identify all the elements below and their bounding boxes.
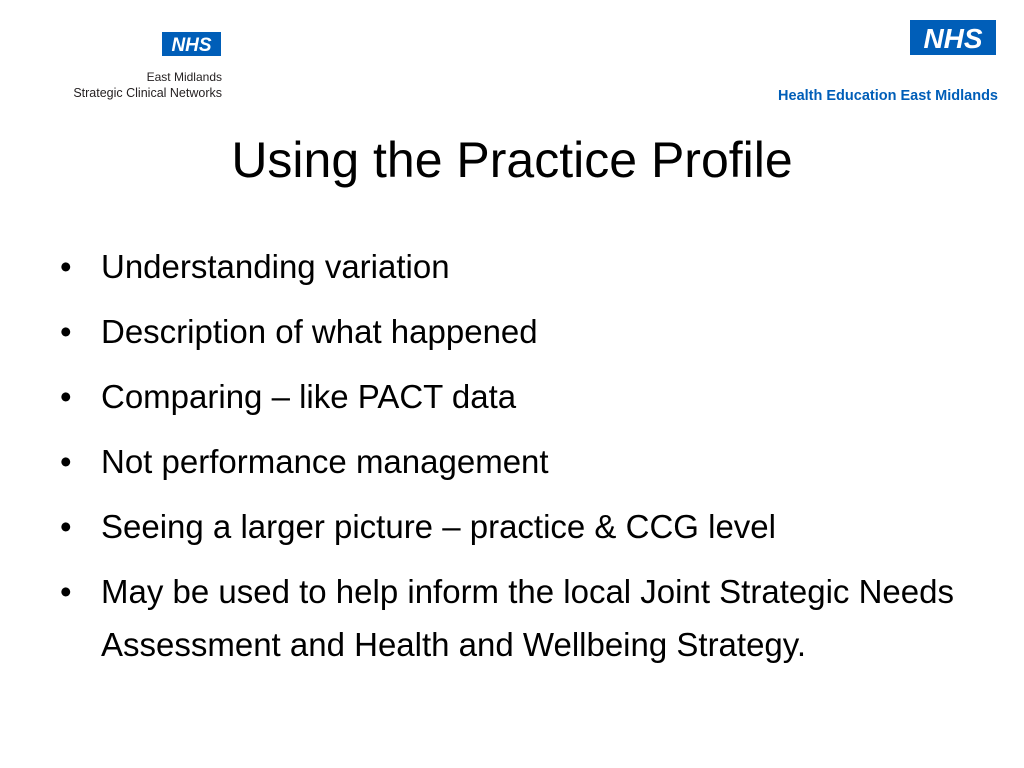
bullet-dot-icon: • bbox=[60, 508, 72, 545]
bullet-dot-icon: • bbox=[60, 443, 72, 480]
logo-org-name: Health Education East Midlands bbox=[778, 88, 998, 104]
bullet-dot-icon: • bbox=[60, 248, 72, 285]
bullet-text: Description of what happened bbox=[101, 313, 538, 350]
slide-title: Using the Practice Profile bbox=[231, 132, 793, 188]
bullet-dot-icon: • bbox=[60, 573, 72, 610]
bullet-text: Understanding variation bbox=[101, 248, 450, 285]
nhs-logo-icon bbox=[162, 32, 221, 56]
bullet-dot-icon: • bbox=[60, 313, 72, 350]
bullet-text: May be used to help inform the local Joint Strategic Needs Assessment and Health and Wellbeing Strategy. bbox=[101, 573, 954, 663]
bullet-item bbox=[58, 370, 958, 423]
logo-subtitle-network: Strategic Clinical Networks bbox=[73, 86, 222, 100]
logo-subtitle-region: East Midlands bbox=[146, 70, 222, 84]
bullet-item bbox=[58, 435, 958, 488]
bullet-text: Seeing a larger picture – practice & CCG level bbox=[101, 508, 776, 545]
nhs-logo-icon bbox=[910, 20, 996, 55]
bullet-text: Comparing – like PACT data bbox=[101, 378, 517, 415]
bullet-item bbox=[58, 305, 958, 358]
bullet-item bbox=[58, 565, 958, 671]
bullet-list bbox=[58, 240, 958, 683]
bullet-dot-icon: • bbox=[60, 378, 72, 415]
bullet-item bbox=[58, 500, 958, 553]
nhs-logo-text: NHS bbox=[923, 23, 983, 54]
nhs-logo-text: NHS bbox=[171, 35, 212, 56]
bullet-item bbox=[58, 240, 958, 293]
bullet-text: Not performance management bbox=[101, 443, 549, 480]
health-education-em-logo bbox=[738, 20, 998, 110]
east-midlands-scn-logo bbox=[0, 30, 224, 110]
